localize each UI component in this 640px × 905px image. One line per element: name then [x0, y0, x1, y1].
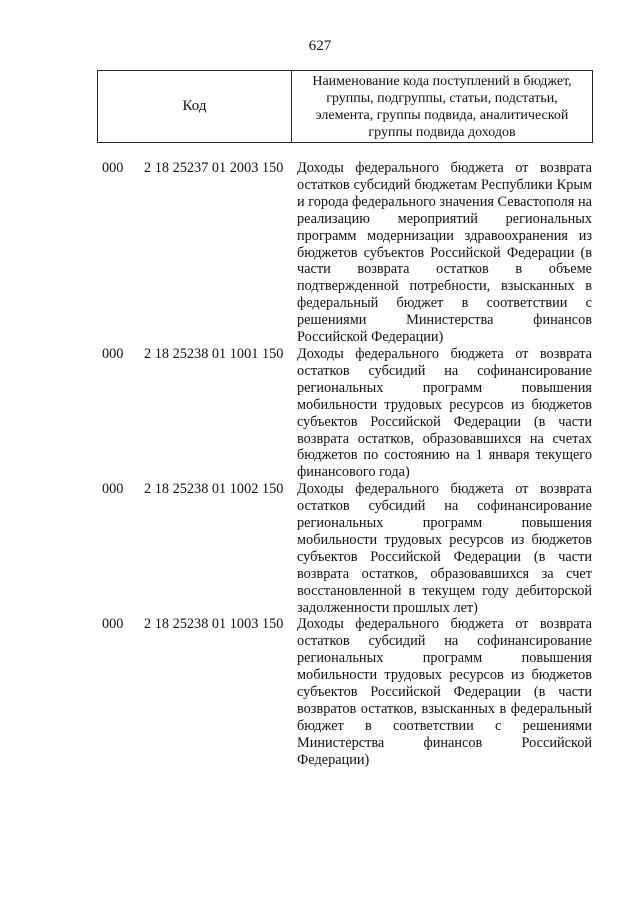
row-income-name: Доходы федерального бюджета от возврата остатков субсидий бюджетам Республики Крым и города федерального значения Севастополя на реализацию мероприятий региональных программ модернизации здравоохранения из бюджетов субъектов Российской Федерации (в части возврата остатков в объеме подтвержденной потребности, взысканных в федеральный бюджет в соответствии с решениями Министерства финансов Российской Федерации): [297, 160, 592, 346]
row-income-code: 2 18 25237 01 2003 150: [144, 160, 284, 176]
row-income-code: 2 18 25238 01 1001 150: [144, 345, 284, 362]
table-row: [102, 481, 592, 616]
header-code-label: Код: [98, 71, 292, 142]
table-row: [102, 346, 592, 481]
row-admin-code: 000: [102, 160, 124, 176]
table-row: [102, 616, 592, 768]
table-header: [97, 70, 593, 143]
row-admin-code: 000: [102, 345, 124, 362]
row-admin-code: 000: [102, 616, 124, 633]
table-row: [102, 160, 592, 346]
table-body: [102, 160, 592, 769]
header-name-label: Наименование кода поступлений в бюджет, группы, подгруппы, статьи, подстатьи, элемента, группы подвида, аналитической группы подвида доходов: [312, 73, 572, 140]
row-admin-code: 000: [102, 481, 124, 498]
row-income-code: 2 18 25238 01 1002 150: [144, 481, 284, 498]
row-income-name: Доходы федерального бюджета от возврата остатков субсидий на софинансирование региональных программ повышения мобильности трудовых ресурсов из бюджетов субъектов Российской Федерации (в части возврата остатков, образовавшихся на счетах бюджетов по состоянию на 1 января текущего финансового года): [297, 345, 592, 481]
page-number: 627: [308, 38, 332, 54]
row-income-name: Доходы федерального бюджета от возврата остатков субсидий на софинансирование региональных программ повышения мобильности трудовых ресурсов из бюджетов субъектов Российской Федерации (в части возврата остатков, образовавшихся за счет восстановленной в текущем году дебиторской задолженности прошлых лет): [297, 481, 592, 616]
row-income-code: 2 18 25238 01 1003 150: [144, 616, 284, 633]
row-income-name: Доходы федерального бюджета от возврата остатков субсидий на софинансирование региональных программ повышения мобильности трудовых ресурсов из бюджетов субъектов Российской Федерации (в части возвратов остатков, взысканных в федеральный бюджет в соответствии с решениями Министерства финансов Российской Федерации): [297, 616, 592, 768]
